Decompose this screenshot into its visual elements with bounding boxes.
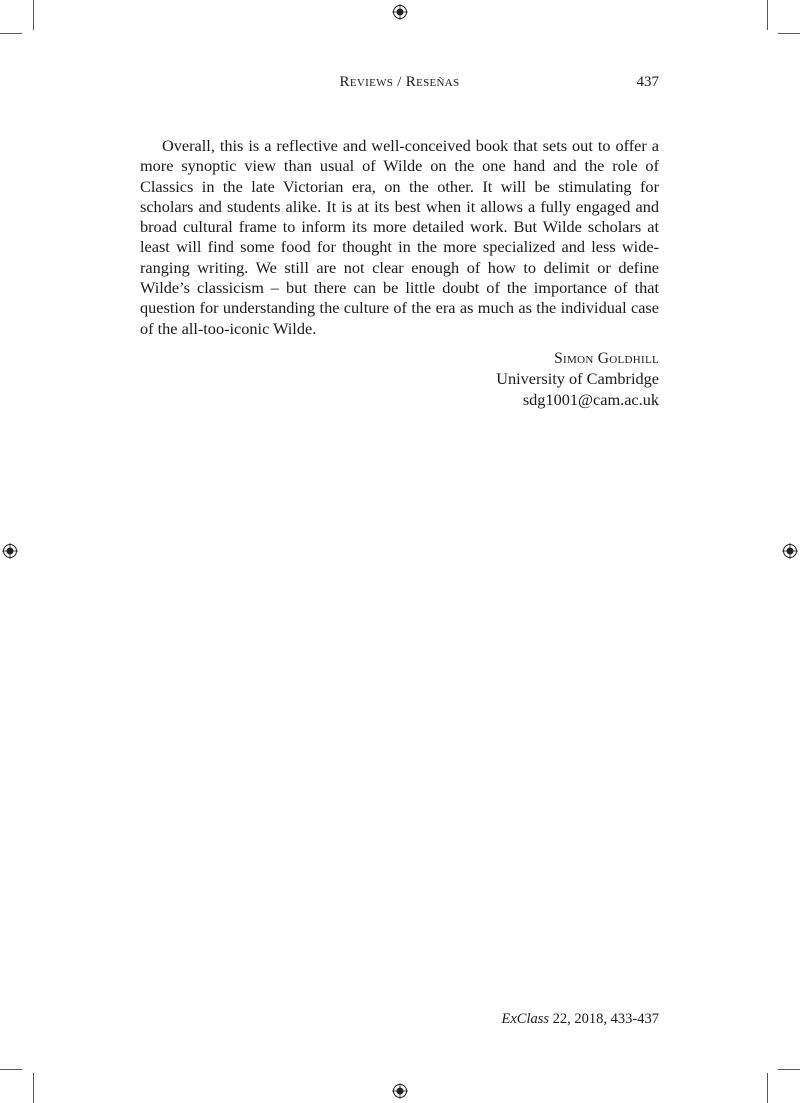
crop-mark-top-right-h [778,33,800,34]
registration-mark-left-icon [2,543,18,559]
author-name: Simon Goldhill [554,350,659,367]
journal-footer [140,1011,659,1028]
registration-mark-top-icon [392,4,408,20]
running-head [140,74,659,96]
registration-mark-bottom-icon [392,1083,408,1099]
journal-citation: 22, 2018, 433-437 [549,1011,659,1027]
crop-mark-bottom-left [33,1073,34,1103]
author-email: sdg1001@cam.ac.uk [522,389,659,409]
page-number: 437 [636,74,659,90]
crop-mark-top-right [767,0,768,30]
journal-name: ExClass [501,1011,550,1027]
registration-mark-right-icon [782,543,798,559]
running-title: Reviews / Reseñas [339,74,460,90]
review-paragraph: Overall, this is a reflective and well-conceived book that sets out to offer a more synoptic view than usual of Wilde on the one hand and the role of Classics in the late Victorian era, on the other. It will be stimulating for scholars and students alike. It is at its best when it allows a fully engaged and broad cultural frame to inform its more detailed work. But Wilde scholars at least will find some food for thought in the more specialized and less wide-ranging writing. We still are not clear enough of how to delimit or define Wilde’s classicism – but there can be little doubt of the importance of that question for understanding the culture of the era as much as the individual case of the all-too-iconic Wilde. [140,136,659,338]
crop-mark-bottom-right [767,1073,768,1103]
author-affiliation: University of Cambridge [496,369,659,389]
crop-mark-bottom-right-h [778,1069,800,1070]
crop-mark-top-left-h [0,33,22,34]
crop-mark-top-left [33,0,34,30]
signature-block [140,349,659,410]
crop-mark-bottom-left-h [0,1069,22,1070]
